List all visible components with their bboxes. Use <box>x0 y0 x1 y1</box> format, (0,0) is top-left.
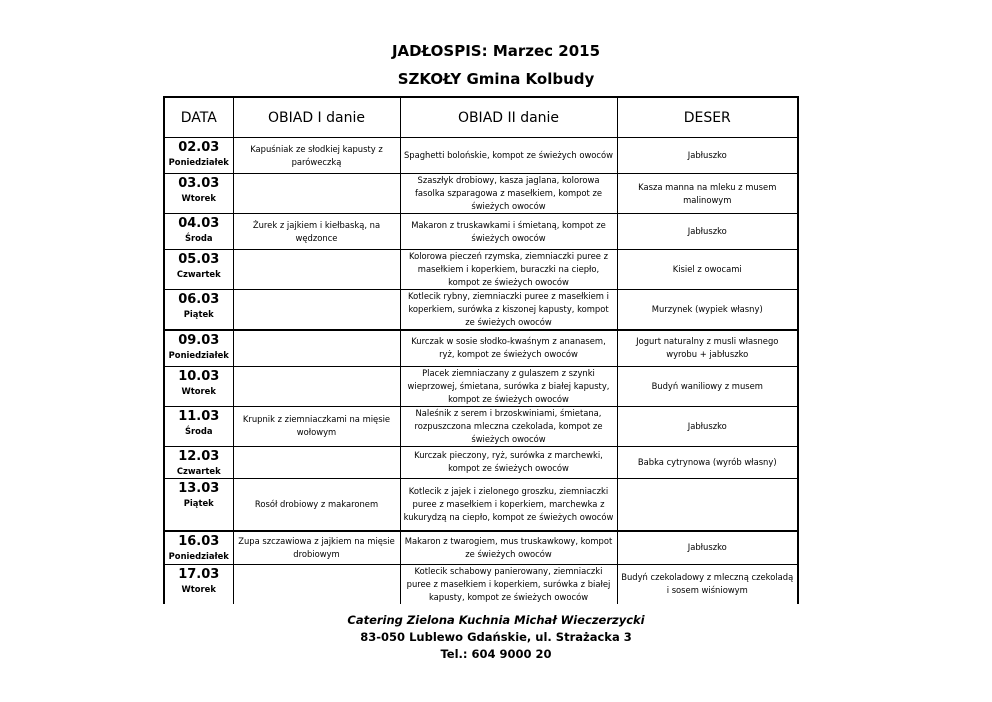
second-course-cell: Kolorowa pieczeń rzymska, ziemniaczki puree z masełkiem i koperkiem, buraczki na ciepło, kompot ze świeżych owoców <box>400 250 617 290</box>
table-row <box>164 366 798 406</box>
weekday-name: Wtorek <box>181 583 216 594</box>
date-cell <box>164 478 233 531</box>
second-course-cell: Kotlecik schabowy panierowany, ziemniaczki puree z masełkiem i koperkiem, surówka z białej kapusty, kompot ze świeżych owoców <box>400 564 617 604</box>
dessert-cell: Kisiel z owocami <box>617 250 798 290</box>
table-row <box>164 290 798 331</box>
first-course-cell <box>233 250 400 290</box>
date-cell <box>164 290 233 331</box>
dessert-cell: Jabłuszko <box>617 531 798 564</box>
first-course-cell <box>233 366 400 406</box>
date-number: 10.03 <box>178 368 220 384</box>
menu-table <box>163 96 799 604</box>
date-number: 02.03 <box>178 140 220 155</box>
footer-company: Catering Zielona Kuchnia Michał Wieczerzycki <box>347 613 645 627</box>
date-number: 17.03 <box>178 566 220 582</box>
date-cell <box>164 564 233 604</box>
date-number: 13.03 <box>178 480 220 496</box>
table-row <box>164 406 798 446</box>
footer-address: 83-050 Lublewo Gdańskie, ul. Strażacka 3 <box>360 630 632 644</box>
dessert-cell: Kasza manna na mleku z musem malinowym <box>617 174 798 214</box>
table-row <box>164 330 798 366</box>
second-course-cell: Naleśnik z serem i brzoskwiniami, śmietana, rozpuszczona mleczna czekolada, kompot ze świeżych owoców <box>400 406 617 446</box>
second-course-cell: Spaghetti bolońskie, kompot ze świeżych owoców <box>400 138 617 174</box>
weekday-name: Piątek <box>183 309 214 319</box>
second-course-cell: Szaszłyk drobiowy, kasza jaglana, kolorowa fasolka szparagowa z masełkiem, kompot ze świeżych owoców <box>400 174 617 214</box>
second-course-cell: Kotlecik z jajek i zielonego groszku, ziemniaczki puree z masełkiem i koperkiem, marchewka z kukurydzą na ciepło, kompot ze świeżych owoców <box>400 478 617 531</box>
dessert-cell: Babka cytrynowa (wyrób własny) <box>617 446 798 478</box>
dessert-cell <box>617 478 798 531</box>
second-course-cell: Kurczak pieczony, ryż, surówka z marchewki, kompot ze świeżych owoców <box>400 446 617 478</box>
date-number: 12.03 <box>178 448 220 464</box>
dessert-cell: Jabłuszko <box>617 214 798 250</box>
date-cell <box>164 214 233 250</box>
weekday-name: Wtorek <box>181 193 216 203</box>
date-number: 06.03 <box>178 292 220 307</box>
table-header-row <box>164 97 798 138</box>
first-course-cell <box>233 446 400 478</box>
weekday-name: Poniedziałek <box>168 350 229 360</box>
table-row <box>164 446 798 478</box>
date-cell <box>164 138 233 174</box>
table-row <box>164 478 798 531</box>
dessert-cell: Murzynek (wypiek własny) <box>617 290 798 331</box>
column-header-second-course: OBIAD II danie <box>400 97 617 138</box>
first-course-cell <box>233 330 400 366</box>
table-row <box>164 250 798 290</box>
table-row <box>164 564 798 604</box>
first-course-cell: Krupnik z ziemniaczkami na mięsie wołowym <box>233 406 400 446</box>
dessert-cell: Jabłuszko <box>617 406 798 446</box>
weekday-name: Wtorek <box>181 385 216 396</box>
first-course-cell <box>233 290 400 331</box>
first-course-cell: Rosół drobiowy z makaronem <box>233 478 400 531</box>
date-number: 04.03 <box>178 216 220 231</box>
weekday-name: Czwartek <box>176 269 221 279</box>
date-cell <box>164 250 233 290</box>
date-number: 11.03 <box>178 408 220 424</box>
first-course-cell <box>233 174 400 214</box>
first-course-cell: Zupa szczawiowa z jajkiem na mięsie drobiowym <box>233 531 400 564</box>
second-course-cell: Makaron z twarogiem, mus truskawkowy, kompot ze świeżych owoców <box>400 531 617 564</box>
dessert-cell: Jogurt naturalny z musli własnego wyrobu + jabłuszko <box>617 330 798 366</box>
menu-title: JADŁOSPIS: Marzec 2015 <box>391 42 601 60</box>
column-header-dessert: DESER <box>617 97 798 138</box>
date-cell <box>164 330 233 366</box>
column-header-date: DATA <box>164 97 233 138</box>
second-course-cell: Makaron z truskawkami i śmietaną, kompot ze świeżych owoców <box>400 214 617 250</box>
date-cell <box>164 446 233 478</box>
weekday-name: Poniedziałek <box>168 157 229 167</box>
second-course-cell: Kotlecik rybny, ziemniaczki puree z masełkiem i koperkiem, surówka z kiszonej kapusty, kompot ze świeżych owoców <box>400 290 617 331</box>
dessert-cell: Budyń czekoladowy z mleczną czekoladą i sosem wiśniowym <box>617 564 798 604</box>
weekday-name: Środa <box>184 233 213 243</box>
menu-subtitle: SZKOŁY Gmina Kolbudy <box>397 70 595 88</box>
dessert-cell: Budyń waniliowy z musem <box>617 366 798 406</box>
date-number: 09.03 <box>178 333 220 348</box>
menu-table-body <box>164 138 798 604</box>
date-cell <box>164 366 233 406</box>
weekday-name: Poniedziałek <box>168 551 229 561</box>
dessert-cell: Jabłuszko <box>617 138 798 174</box>
second-course-cell: Kurczak w sosie słodko-kwaśnym z ananasem, ryż, kompot ze świeżych owoców <box>400 330 617 366</box>
date-cell <box>164 174 233 214</box>
table-row <box>164 531 798 564</box>
date-cell <box>164 406 233 446</box>
date-number: 05.03 <box>178 252 220 267</box>
first-course-cell: Żurek z jajkiem i kiełbaską, na wędzonce <box>233 214 400 250</box>
second-course-cell: Placek ziemniaczany z gulaszem z szynki wieprzowej, śmietana, surówka z białej kapusty, kompot ze świeżych owoców <box>400 366 617 406</box>
first-course-cell <box>233 564 400 604</box>
first-course-cell: Kapuśniak ze słodkiej kapusty z paróweczką <box>233 138 400 174</box>
footer-phone: Tel.: 604 9000 20 <box>440 647 552 661</box>
column-header-first-course: OBIAD I danie <box>233 97 400 138</box>
weekday-name: Czwartek <box>176 465 221 476</box>
weekday-name: Piątek <box>183 497 214 508</box>
date-number: 03.03 <box>178 176 220 191</box>
weekday-name: Środa <box>184 425 213 436</box>
date-cell <box>164 531 233 564</box>
table-row <box>164 138 798 174</box>
date-number: 16.03 <box>178 534 220 549</box>
table-row <box>164 174 798 214</box>
table-row <box>164 214 798 250</box>
